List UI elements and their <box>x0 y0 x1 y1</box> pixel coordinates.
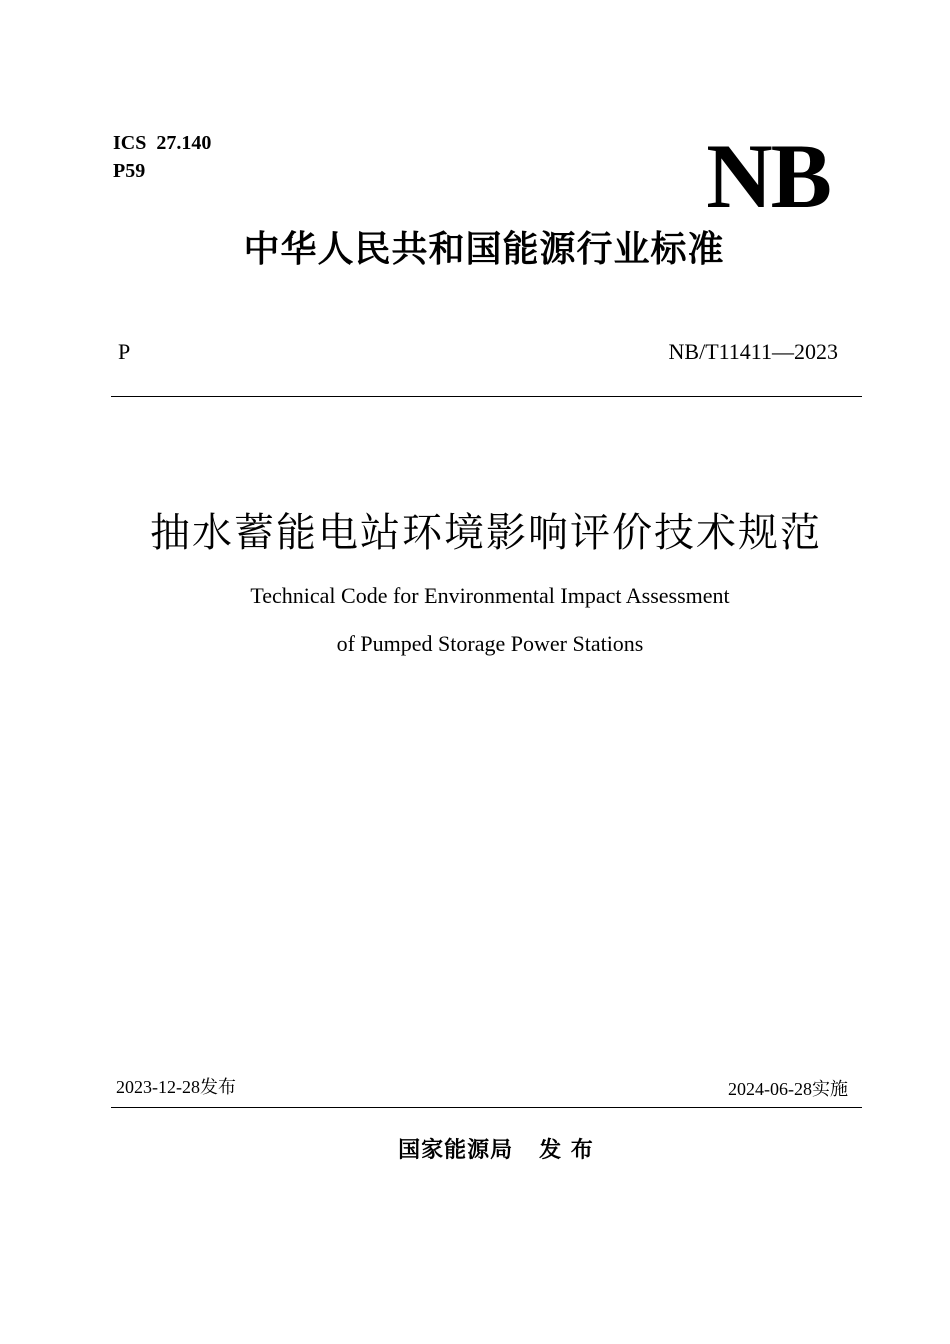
issue-date: 2023-12-28发布 <box>116 1077 236 1097</box>
publisher: 国家能源局 发 布 <box>398 1138 594 1163</box>
implementation-date: 2024-06-28实施 <box>728 1079 848 1099</box>
document-title-en-line2: of Pumped Storage Power Stations <box>336 631 644 656</box>
nb-logo: NB <box>706 125 830 227</box>
bottom-divider <box>111 1107 862 1108</box>
document-title-cn: 抽水蓄能电站环境影响评价技术规范 <box>150 510 822 556</box>
industry-standard-title: 中华人民共和国能源行业标准 <box>243 229 725 270</box>
category-label: P <box>118 339 131 364</box>
ics-code: ICS 27.140 <box>113 132 212 154</box>
top-divider <box>111 396 862 397</box>
standard-number: NB/T11411—2023 <box>668 339 838 364</box>
document-title-en-line1: Technical Code for Environmental Impact Assessment <box>250 583 730 608</box>
classification-code: P59 <box>113 160 146 182</box>
